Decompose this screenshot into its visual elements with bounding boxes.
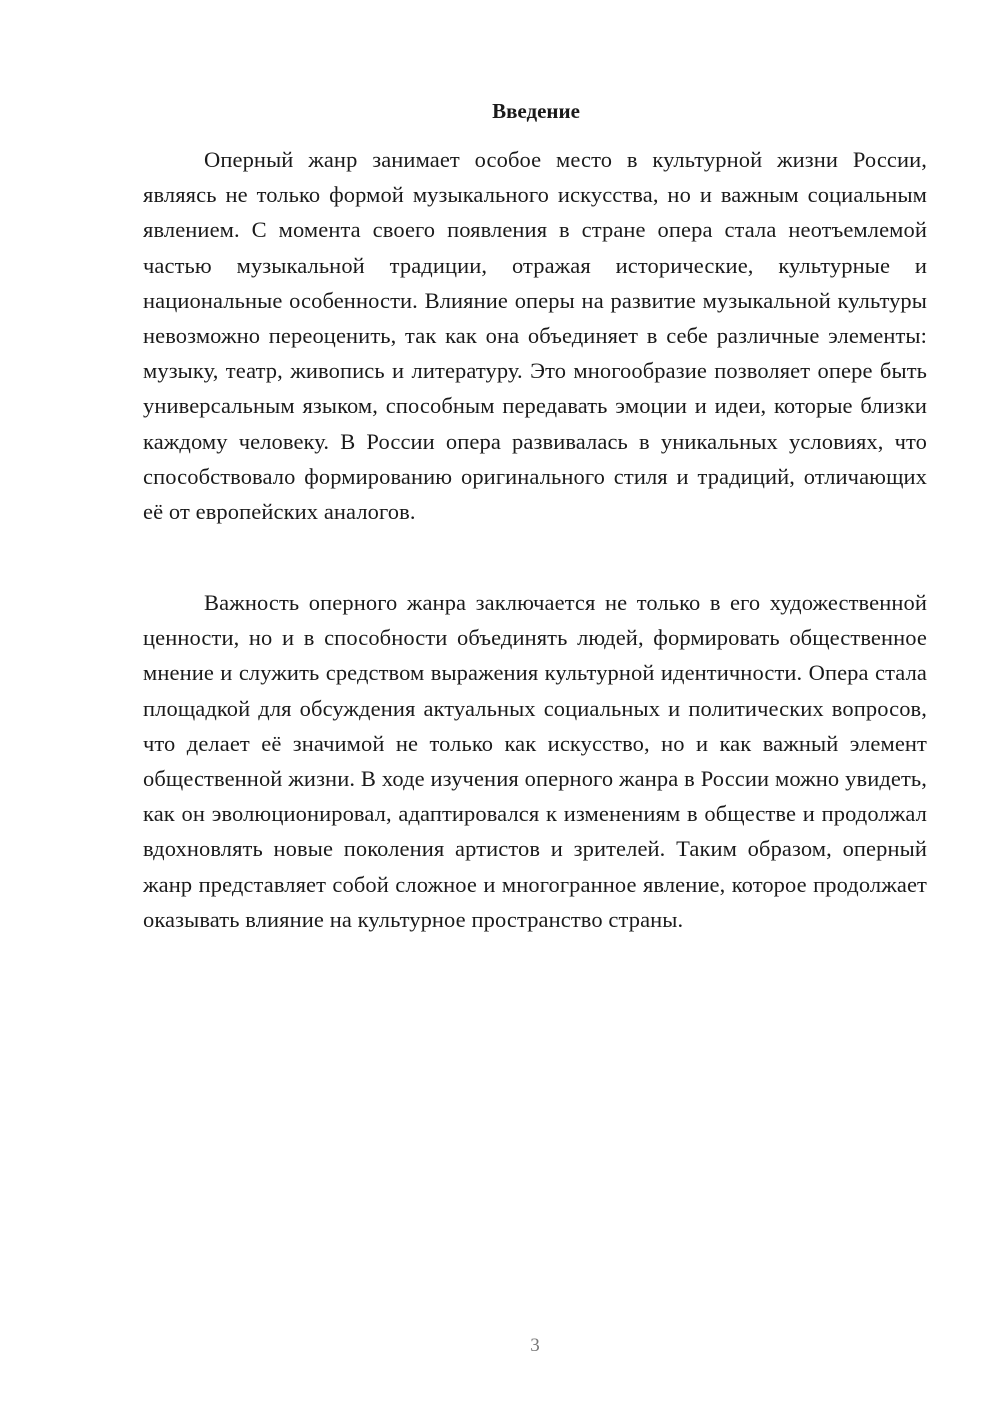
page-number: 3 [530,1335,540,1356]
body-paragraph-1: Оперный жанр занимает особое место в культурной жизни России, являясь не только формой музыкального искусства, но и важным социальным явлением. С момента своего появления в стране опера стала неотъемлемой частью музыкальной традиции, отражая исторические, культурные и национальные особенности. Влияние оперы на развитие музыкальной культуры невозможно переоценить, так как она объединяет в себе различные элементы: музыку, театр, живопись и литературу. Это многообразие позволяет опере быть универсальным языком, способным передавать эмоции и идеи, которые близки каждому человеку. В России опера развивалась в уникальных условиях, что способствовало формированию оригинального стиля и традиций, отличающих её от европейских аналогов. [143,147,927,525]
body-paragraph-2: Важность оперного жанра заключается не только в его художественной ценности, но и в способности объединять людей, формировать общественное мнение и служить средством выражения культурной идентичности. Опера стала площадкой для обсуждения актуальных социальных и политических вопросов, что делает её значимой не только как искусство, но и как важный элемент общественной жизни. В ходе изучения оперного жанра в России можно увидеть, как он эволюционировал, адаптировался к изменениям в обществе и продолжал вдохновлять новые поколения артистов и зрителей. Таким образом, оперный жанр представляет собой сложное и многогранное явление, которое продолжает оказывать влияние на культурное пространство страны. [143,590,927,932]
section-heading: Введение [492,99,580,123]
